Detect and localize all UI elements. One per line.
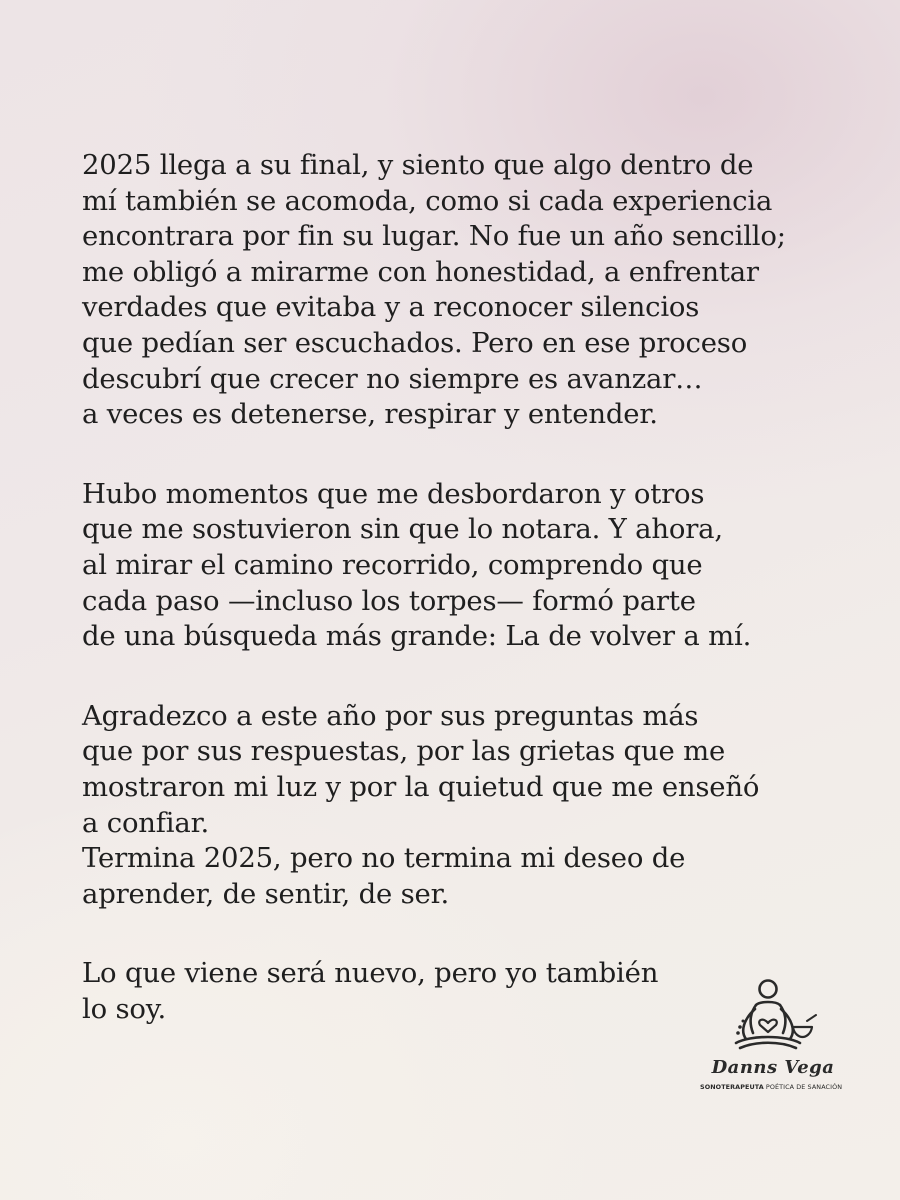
poem-line: Lo que viene será nuevo, pero yo también <box>82 957 659 990</box>
poem-line: cada paso —incluso los torpes— formó parte <box>82 584 696 617</box>
poem-line: lo soy. <box>82 992 166 1025</box>
stanza-2 <box>82 477 842 655</box>
poem-line: mí también se acomoda, como si cada experiencia <box>82 184 773 217</box>
poem-line: que por sus respuestas, por las grietas que me <box>82 735 726 768</box>
poem-line: encontrara por fin su lugar. No fue un año sencillo; <box>82 220 786 253</box>
logo-tagline-bold: SONOTERAPEUTA <box>700 1083 764 1091</box>
poem-line: mostraron mi luz y por la quietud que me enseñó <box>82 770 760 803</box>
poem-line: me obligó a mirarme con honestidad, a enfrentar <box>82 255 759 288</box>
stanza-1 <box>82 148 842 433</box>
brand-logo <box>700 975 843 1125</box>
stanza-3 <box>82 699 842 913</box>
poem-line: Termina 2025, pero no termina mi deseo de <box>82 842 686 875</box>
poem-line: Agradezco a este año por sus preguntas más <box>82 699 699 732</box>
logo-tagline <box>700 1083 843 1091</box>
poem-line: Hubo momentos que me desbordaron y otros <box>82 477 705 510</box>
poem-line: que pedían ser escuchados. Pero en ese proceso <box>82 326 748 359</box>
poem-line: a veces es detenerse, respirar y entender. <box>82 398 658 431</box>
poem-line: al mirar el camino recorrido, comprendo que <box>82 548 703 581</box>
poem-line: descubrí que crecer no siempre es avanzar… <box>82 362 703 395</box>
logo-name: Danns Vega <box>711 1057 835 1078</box>
poem-line: de una búsqueda más grande: La de volver a mí. <box>82 620 752 653</box>
meditating-figure-singing-bowl-icon <box>700 975 840 1065</box>
poem-text <box>82 148 842 1071</box>
poem-line: que me sostuvieron sin que lo notara. Y ahora, <box>82 513 723 546</box>
logo-tagline-rest: POÉTICA DE SANACIÓN <box>763 1083 843 1091</box>
poem-line: verdades que evitaba y a reconocer silencios <box>82 291 700 324</box>
poem-line: aprender, de sentir, de ser. <box>82 877 450 910</box>
poem-line: a confiar. <box>82 806 210 839</box>
poem-line: 2025 llega a su final, y siento que algo dentro de <box>82 149 754 181</box>
